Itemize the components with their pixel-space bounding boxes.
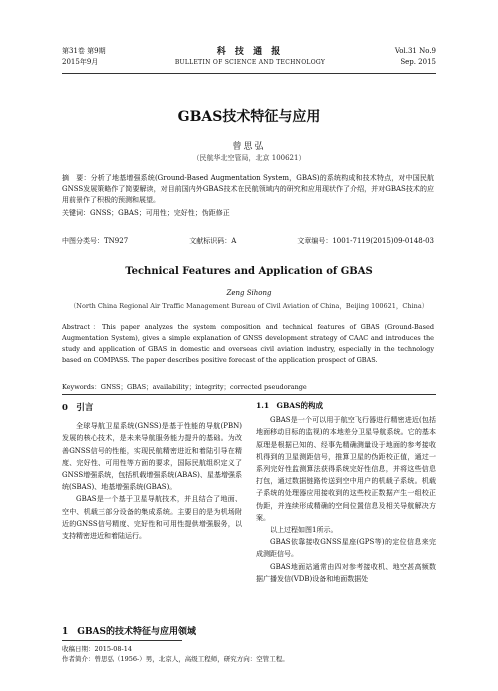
- affiliation-cn: （民航华北空管局，北京 100621）: [192, 154, 306, 162]
- header-rule: [62, 73, 436, 74]
- keywords-cn: 关键词：GNSS；GBAS；可用性；完好性；伪距修正: [62, 209, 230, 217]
- author-en: Zeng Sihong: [226, 289, 272, 297]
- section-1-1-paragraph-1: GBAS是一个可以用于航空飞行器进行精密进近(包括地面移动目标的监视)的本地差分卫星导航系统。它的基本原理是根据已知的、经事先精确测量设于地面的参考接收机得到的卫星测距信号，推算卫星的伪距校正值，通过一系列完好性监测算法获得系统完好性信息，并将这些信息打包，通过数据链路传送到空中用户的机载子系统。机载子系统的处理器应用接收到的这些校正数据产生一组校正伪距，并连续形成精确的空间位置信息及相关导航解决方案。: [256, 416, 436, 522]
- article-number: 文章编号：1001-7119(2015)09-0148-03: [297, 237, 434, 245]
- received-date: 收稿日期：2015-08-14: [62, 645, 132, 653]
- section-1-1-paragraph-2: 以上过程如图1所示。: [270, 526, 338, 535]
- paper-title-cn: GBAS技术特征与应用: [177, 109, 321, 125]
- journal-name-en: BULLETIN OF SCIENCE AND TECHNOLOGY: [174, 59, 326, 66]
- classification-line: [62, 236, 434, 246]
- section-0-paragraph-1: 全球导航卫星系统(GNSS)是基于性能的导航(PBN)发展的核心技术，是未来导航服务能力提升的基础。为改善GNSS信号的性能，实现民航精密进近和着陆引导在精度、完好性、可用性等方面的要求，国际民航组织定义了GNSS增强系统，包括机载增强系统(ABAS)、星基增强系统(SBAS)、地基增强系统(GBAS)。: [62, 422, 242, 492]
- date-cn: 2015年9月: [62, 58, 99, 66]
- volume-en: Vol.31 No.9: [394, 47, 436, 55]
- abstract-cn: 摘 要：分析了地基增强系统(Ground-Based Augmentation System，GBAS)的系统构成和技术特点，对中国民航GNSS发展策略作了简要解读，对目前国内外GBAS技术在民航领域内的研究和应用现状作了介绍，并对GBAS技术的应用前景作了积极的预测和展望。: [62, 174, 434, 204]
- affiliation-en: （North China Regional Air Traffic Management Bureau of Civil Aviation of China，Beijing 100621，China）: [69, 302, 429, 310]
- document-code: 文献标识码：A: [189, 237, 237, 245]
- footnote-rule: [62, 640, 182, 641]
- section-0-heading: 0 引言: [62, 403, 94, 413]
- section-1-1-heading: 1.1 GBAS的构成: [256, 401, 324, 410]
- author-cn: 曾思弘: [232, 142, 266, 152]
- section-1-1-paragraph-3: GBAS依靠接收GNSS星座(GPS等)的定位信息来完成测距信号。: [256, 538, 436, 559]
- author-bio: 作者简介：曾思弘（1956-）男，北京人，高级工程师，研究方向：空管工程。: [62, 655, 289, 663]
- header-left: [62, 46, 106, 68]
- footnote: [62, 644, 289, 664]
- section-1-1-paragraph-4: GBAS地面站通常由四对参考接收机、地空甚高频数据广播发信(VDB)设备和地面数据处: [256, 562, 436, 583]
- date-en: Sep. 2015: [400, 58, 436, 66]
- abstract-en: Abstract：This paper analyzes the system composition and technical features of GBAS (Ground-Based Augmentation System), gives a simple explanation of GNSS development strategy of CAAC and introduces the study and application of GBAS in domestic and overseas civil aviation industry, especially in the technology based on COMPASS. The paper describes positive forecast of the application prospect of GBAS.: [62, 323, 434, 364]
- keywords-en: Keywords：GNSS；GBAS；availability；integrity；corrected pseudorange: [62, 383, 307, 391]
- body-rule: [62, 394, 436, 395]
- paper-title-en: Technical Features and Application of GBAS: [125, 266, 373, 277]
- section-0-paragraph-2: GBAS是一个基于卫星导航技术，并且结合了地面、空中、机载三部分设备的集成系统。主要目的是为机场附近的GNSS信号精度、完好性和可用性提供增强服务，以支持精密进近和着陆运行。: [62, 495, 242, 541]
- left-column: [62, 400, 242, 542]
- header-right: [395, 46, 436, 68]
- journal-name-cn: 科 技 通 报: [216, 47, 284, 57]
- section-1-heading: 1 GBAS的技术特征与应用领域: [62, 627, 197, 637]
- clc-number: 中图分类号：TN927: [62, 237, 129, 245]
- header-center: [150, 44, 350, 66]
- right-column: [256, 400, 436, 585]
- volume-cn: 第31卷 第9期: [62, 47, 106, 55]
